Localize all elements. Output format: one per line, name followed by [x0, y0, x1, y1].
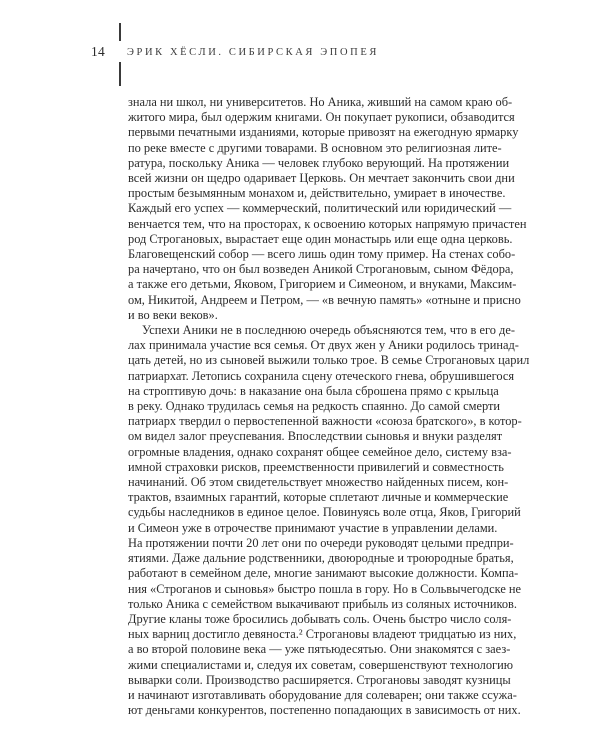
text-line: ом видел залог преуспевания. Впоследствии сыновья и внуки разделят [128, 429, 503, 444]
text-line: начинаний. Об этом свидетельствует множество найденных писем, кон- [128, 475, 509, 490]
text-line: ния «Строганов и сыновья» быстро пошла в гору. Но в Сольвычегодске не [128, 581, 522, 596]
text-line: в реку. Однако трудилась семья на редкость спаянно. До самой смерти [128, 399, 501, 414]
text-line: Благовещенский собор — всего лишь один тому пример. На стенах собо- [128, 247, 516, 262]
text-line: знала ни школ, ни университетов. Но Аника, живший на самом краю об- [128, 95, 513, 109]
text-line: ных варниц достигло девяноста.² Строгановы владеют тридцатью из них, [128, 627, 517, 642]
text-line: а во второй половине века — уже пятьюдесятью. Они знакомятся с заез- [128, 642, 511, 657]
running-head: ЭРИК ХЁСЛИ. СИБИРСКАЯ ЭПОПЕЯ [127, 47, 379, 58]
text-line: и начинают изготавливать оборудование для солеварен; они также ссужа- [128, 687, 517, 702]
paragraph-2 [128, 323, 530, 718]
text-line: имной страховки рисков, преемственности привилегий и совместность [128, 459, 504, 474]
header-rule-bottom [119, 62, 121, 86]
text-line: Успехи Аники не в последнюю очередь объясняются тем, что в его де- [142, 323, 515, 338]
text-line: судьбы наследников в единое целое. Повинуясь воле отца, Яков, Григорий [128, 505, 521, 520]
text-line: огромные владения, однако сохранят общее семейное дело, систему вза- [128, 444, 512, 459]
text-line: ятиями. Даже дальние родственники, двоюродные и троюродные братья, [128, 551, 514, 566]
text-line: Каждый его успех — коммерческий, политический или юридический — [128, 201, 512, 216]
text-line: по реке вместе с другими товарами. В основном это религиозная лите- [128, 140, 502, 155]
text-line: род Строгановых, вырастает еще один монастырь или еще одна церковь. [128, 231, 513, 246]
text-line: первыми печатными изданиями, которые привозят на ежегодную ярмарку [128, 125, 519, 140]
text-line: трактов, взаимных гарантий, которые сплетают личные и коммерческие [128, 490, 509, 505]
text-line: ют деньгами конкурентов, постепенно попадающих в зависимость от них. [128, 703, 521, 718]
text-line: только Аника с семейством выкачивают прибыль из соляных источников. [128, 596, 517, 611]
text-line: ратура, поскольку Аника — человек глубоко верующий. На протяжении [128, 155, 510, 170]
text-line: Другие кланы тоже бросились добывать соль. Очень быстро число соля- [128, 611, 512, 626]
text-line: выварки соли. Производство расширяется. Строгановы заводят кузницы [128, 672, 511, 687]
text-line: работают в семейном деле, многие занимают высокие должности. Компа- [128, 566, 519, 581]
text-line: лах принимала участие вся семья. От двух жен у Аники родилось тринад- [128, 338, 519, 353]
text-line: простым безымянным монахом и, действительно, умирает в иночестве. [128, 186, 506, 201]
text-line: цать детей, но из сыновей выжили только трое. В семье Строгановых царил [128, 353, 530, 368]
header-rule-top [119, 23, 121, 41]
text-line: и во веки веков». [128, 307, 218, 322]
text-line: венчается тем, что на просторах, к освоению которых напрямую причастен [128, 216, 527, 231]
text-line: ра начертано, что он был возведен Аникой Строгановым, сыном Фёдора, [128, 262, 514, 277]
paragraph-1 [128, 95, 527, 323]
text-line: жими специалистами и, следуя их советам, совершенствуют технологию [128, 657, 513, 672]
text-line: На протяжении почти 20 лет они по очереди руководят целыми предпри- [128, 535, 514, 550]
text-line: житого мира, был одержим книгами. Он покупает рукописи, обзаводится [128, 110, 515, 125]
page-number: 14 [91, 44, 106, 59]
text-line: всей жизни он щедро одаривает Церковь. Он мечтает закончить свои дни [128, 171, 515, 186]
text-line: ом, Никитой, Андреем и Петром, — «в вечную память» «отныне и присно [128, 292, 521, 307]
text-line: патриархат. Летопись сохранила сцену отеческого гнева, обрушившегося [128, 368, 515, 383]
text-line: и Симеон уже в отрочестве принимают участие в управлении делами. [128, 520, 498, 535]
text-line: а также его детьми, Яковом, Григорием и Симеоном, и внуками, Максим- [128, 277, 517, 292]
text-line: патриарх твердил о первостепенной важности «союза братского», в котор- [128, 414, 522, 429]
body-text [128, 95, 530, 718]
text-line: на строптивую дочь: в наказание она была сброшена прямо с крыльца [128, 383, 499, 398]
